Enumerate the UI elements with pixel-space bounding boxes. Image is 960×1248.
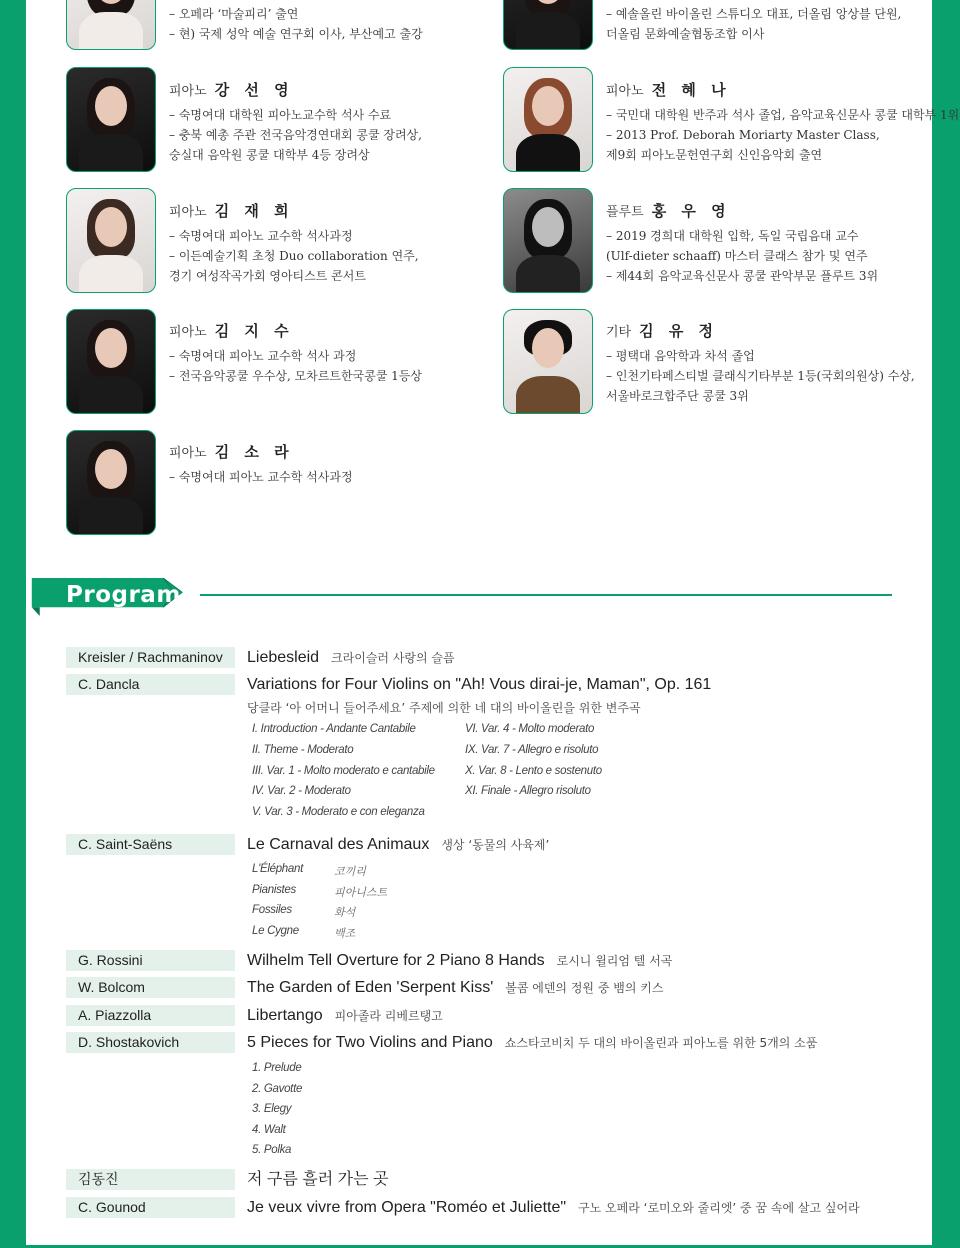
performer-details: [169, 4, 423, 44]
detail-line: 서울바로크합주단 콩쿨 3위: [606, 389, 749, 403]
movement-item: 3. Elegy: [252, 1103, 292, 1115]
name-label: 김 지 수: [214, 322, 294, 340]
work-title: [247, 674, 711, 695]
movement-korean: 백조: [334, 927, 356, 940]
detail-line: – 예솔올린 바이올린 스튜디오 대표, 더올림 앙상블 단원,: [606, 7, 902, 21]
work-korean: 생상 ‘동물의 사육제’: [441, 838, 550, 852]
composer-label: 김동진: [66, 1169, 235, 1190]
work-name: The Garden of Eden 'Serpent Kiss': [247, 979, 494, 996]
work-title: [247, 1197, 860, 1219]
detail-line: – 충북 예총 주관 전국음악경연대회 콩쿨 장려상,: [169, 128, 422, 142]
instrument-label: 기타: [606, 325, 632, 340]
performer-name: [606, 320, 718, 341]
name-label: 전 혜 나: [651, 81, 731, 99]
performer-name: [169, 79, 294, 100]
work-korean: 쇼스타코비치 두 대의 바이올린과 피아노를 위한 5개의 소품: [504, 1036, 818, 1050]
instrument-label: 피아노: [169, 205, 207, 220]
movement-item: XI. Finale - Allegro risoluto: [465, 785, 591, 797]
work-korean: 볼콤 에덴의 정원 중 뱀의 키스: [505, 981, 664, 995]
name-label: 김 유 정: [639, 322, 719, 340]
work-name: Wilhelm Tell Overture for 2 Piano 8 Hands: [247, 952, 545, 969]
work-name: 저 구름 흘러 가는 곳: [247, 1171, 389, 1188]
program-divider: [200, 594, 892, 596]
movement-korean: 코끼리: [334, 865, 366, 878]
detail-line: – 제44회 음악교육신문사 콩쿨 관악부문 플루트 3위: [606, 269, 879, 283]
performer-details: [169, 467, 353, 487]
detail-line: (Ulf-dieter schaaff) 마스터 클래스 참가 및 연주: [606, 249, 868, 263]
detail-line: – 인천기타페스티벌 클래식기타부분 1등(국회의원상) 수상,: [606, 369, 915, 383]
movement-item: X. Var. 8 - Lento e sostenuto: [465, 765, 602, 777]
performer-name: [169, 200, 294, 221]
detail-line: 숭실대 음악원 콩쿨 대학부 4등 장려상: [169, 148, 370, 162]
movement-item: 5. Polka: [252, 1144, 292, 1156]
performer-name: [606, 79, 731, 100]
work-title: [247, 647, 455, 669]
name-label: 홍 우 영: [651, 202, 731, 220]
work-korean: 구노 오페라 ‘로미오와 줄리엣’ 중 꿈 속에 살고 싶어라: [578, 1201, 860, 1215]
performer-details: [169, 346, 422, 386]
composer-label: D. Shostakovich: [66, 1032, 235, 1053]
work-title: [247, 834, 549, 856]
performer-photo: [503, 67, 593, 172]
detail-line: – 숙명여대 피아노 교수학 석사과정: [169, 470, 353, 484]
detail-line: – 현) 국제 성악 예술 연구회 이사, 부산예고 출강: [169, 27, 423, 41]
composer-label: C. Gounod: [66, 1197, 235, 1218]
name-label: 김 소 라: [214, 443, 294, 461]
movement-item: V. Var. 3 - Moderato e con eleganza: [252, 806, 425, 818]
movement-item: IX. Var. 7 - Allegro e risoluto: [465, 744, 599, 756]
detail-line: – 이든예술기획 초청 Duo collaboration 연주,: [169, 249, 419, 263]
work-korean: 로시니 윌리엄 텔 서곡: [556, 954, 673, 968]
work-title: [247, 950, 672, 972]
work-name: 5 Pieces for Two Violins and Piano: [247, 1034, 493, 1051]
performer-photo: [66, 309, 156, 414]
composer-label: W. Bolcom: [66, 977, 235, 998]
work-name: Libertango: [247, 1007, 323, 1024]
movement-item: 2. Gavotte: [252, 1083, 303, 1095]
work-title: [247, 1169, 388, 1190]
performer-details: [606, 4, 901, 44]
performer-name: [169, 320, 294, 341]
movement-item: Pianistes: [252, 884, 296, 896]
detail-line: – 오페라 ‘마술피리’ 출연: [169, 7, 299, 21]
movement-item: 4. Walt: [252, 1124, 286, 1136]
composer-label: Kreisler / Rachmaninov: [66, 647, 235, 668]
work-title: [247, 1005, 443, 1027]
work-title: [247, 977, 663, 999]
instrument-label: 플루트: [606, 205, 644, 220]
composer-label: C. Saint-Saëns: [66, 834, 235, 855]
performer-photo: [503, 0, 593, 50]
instrument-label: 피아노: [169, 446, 207, 461]
work-name: Liebesleid: [247, 649, 320, 666]
movement-item: Le Cygne: [252, 925, 299, 937]
work-title: [247, 1032, 817, 1054]
performer-details: [606, 346, 915, 406]
movement-item: Fossiles: [252, 904, 292, 916]
performer-name: [169, 441, 294, 462]
performer-photo: [66, 0, 156, 50]
program-title: Program: [66, 582, 181, 608]
detail-line: 제9회 피아노문헌연구회 신인음악회 출연: [606, 148, 823, 162]
performer-details: [169, 226, 419, 286]
composer-label: G. Rossini: [66, 950, 235, 971]
movement-korean: 화석: [334, 906, 356, 919]
instrument-label: 피아노: [606, 84, 644, 99]
instrument-label: 피아노: [169, 84, 207, 99]
movement-item: II. Theme - Moderato: [252, 744, 354, 756]
movement-item: 1. Prelude: [252, 1062, 302, 1074]
performer-photo: [503, 188, 593, 293]
performer-photo: [503, 309, 593, 414]
movement-item: L'Éléphant: [252, 863, 303, 875]
detail-line: – 평택대 음악학과 차석 졸업: [606, 349, 755, 363]
performer-details: [169, 105, 422, 165]
performer-photo: [66, 430, 156, 535]
work-korean: 당클라 ‘아 어머니 들어주세요’ 주제에 의한 네 대의 바이올린을 위한 변주곡: [247, 701, 641, 715]
work-name: Le Carnaval des Animaux: [247, 836, 430, 853]
work-korean: 크라이슬러 사랑의 슬픔: [331, 651, 455, 665]
name-label: 김 재 희: [214, 202, 294, 220]
performer-photo: [66, 67, 156, 172]
detail-line: – 2019 경희대 대학원 입학, 독일 국립음대 교수: [606, 229, 859, 243]
composer-label: A. Piazzolla: [66, 1005, 235, 1026]
detail-line: 경기 여성작곡가회 영아티스트 콘서트: [169, 269, 366, 283]
name-label: 강 선 영: [214, 81, 294, 99]
performer-details: [606, 226, 878, 286]
movement-item: I. Introduction - Andante Cantabile: [252, 723, 416, 735]
detail-line: – 국민대 대학원 반주과 석사 졸업, 음악교육신문사 콩쿨 대학부 1위: [606, 108, 960, 122]
movement-item: VI. Var. 4 - Molto moderato: [465, 723, 595, 735]
left-green-border: [0, 0, 26, 1248]
composer-label: C. Dancla: [66, 674, 235, 695]
right-green-border: [932, 0, 960, 1248]
performer-photo: [66, 188, 156, 293]
performer-details: [606, 105, 959, 165]
detail-line: – 숙명여대 피아노 교수학 석사과정: [169, 229, 353, 243]
performer-name: [606, 200, 731, 221]
detail-line: 더올림 문화예술협동조합 이사: [606, 27, 765, 41]
movement-item: IV. Var. 2 - Moderato: [252, 785, 351, 797]
work-name: Variations for Four Violins on "Ah! Vous dirai-je, Maman", Op. 161: [247, 676, 712, 693]
work-korean: 피아졸라 리베르탱고: [334, 1009, 443, 1023]
detail-line: – 전국음악콩쿨 우수상, 모차르트한국콩쿨 1등상: [169, 369, 422, 383]
detail-line: – 숙명여대 피아노 교수학 석사 과정: [169, 349, 357, 363]
instrument-label: 피아노: [169, 325, 207, 340]
movement-item: III. Var. 1 - Molto moderato e cantabile: [252, 765, 435, 777]
work-name: Je veux vivre from Opera "Roméo et Juliette": [247, 1199, 567, 1216]
movement-korean: 피아니스트: [334, 886, 388, 899]
detail-line: – 2013 Prof. Deborah Moriarty Master Class,: [606, 128, 880, 142]
detail-line: – 숙명여대 대학원 피아노교수학 석사 수료: [169, 108, 392, 122]
